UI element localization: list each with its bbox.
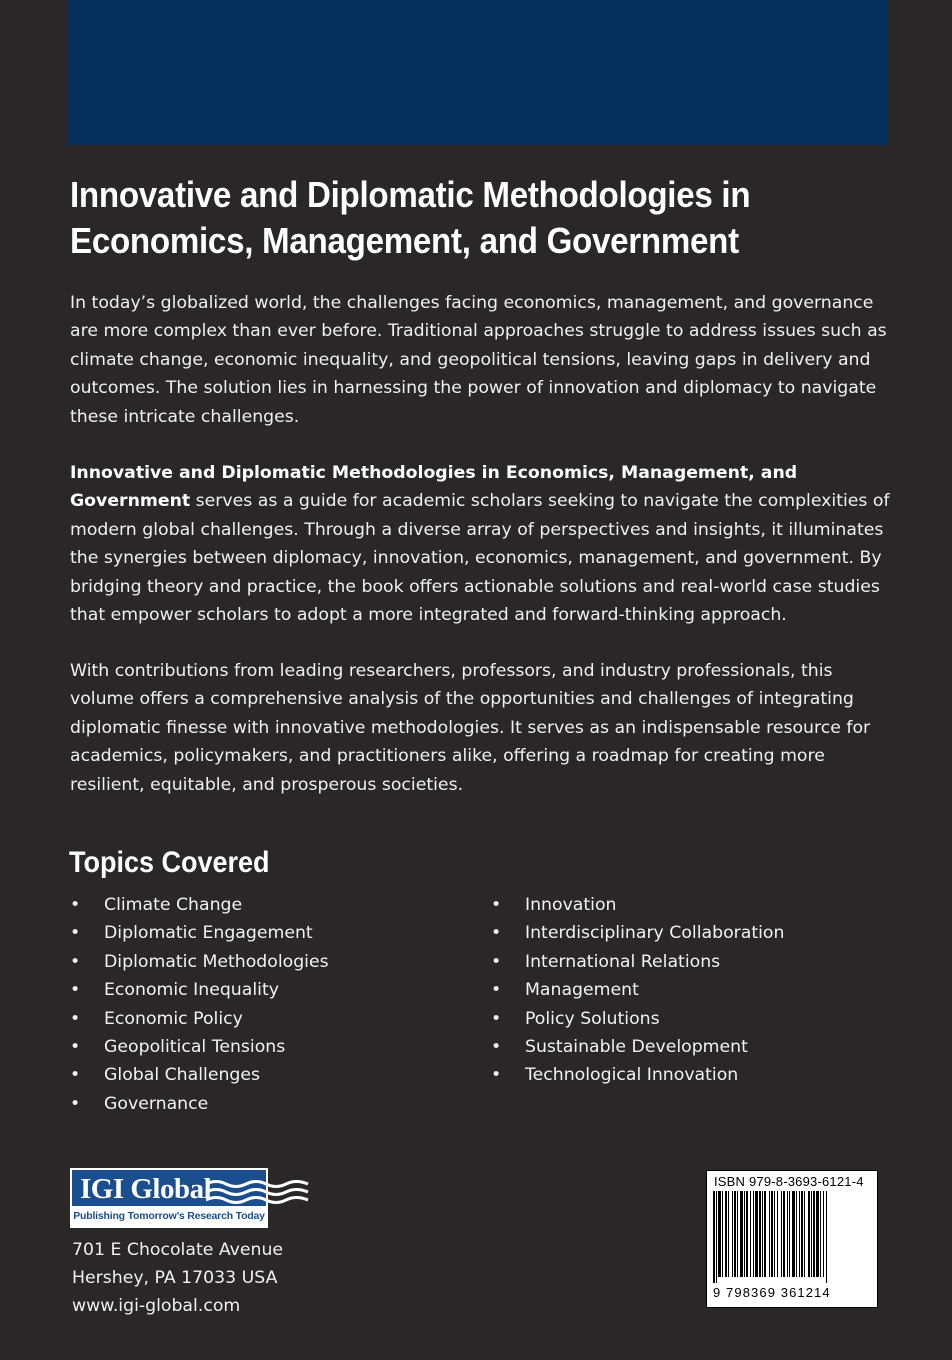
topic-item: • Economic Inequality bbox=[70, 976, 329, 1004]
bullet-icon: • bbox=[70, 1065, 81, 1086]
bullet-icon: • bbox=[491, 895, 502, 915]
bullet-icon: • bbox=[491, 1065, 502, 1086]
description-paragraph-1: In today’s globalized world, the challenges facing economics, management, and governance are more complex than ever before. Traditional approaches struggle to address issues such as climate change, economic inequality, and geopolitical tensions, leaving gaps in delivery and outcomes. The solution lies in harnessing the power of innovation and diplomacy to navigate these intricate challenges. bbox=[70, 293, 887, 427]
book-title-bold: Innovative and Diplomatic Methodologies in Economics, Management, and Government bbox=[70, 463, 798, 512]
bullet-icon: • bbox=[491, 1008, 502, 1029]
bullet-icon: • bbox=[70, 895, 81, 915]
topic-item: • Climate Change bbox=[70, 891, 329, 919]
topic-item: • International Relations bbox=[491, 948, 784, 976]
isbn-barcode bbox=[706, 1170, 878, 1308]
bullet-icon: • bbox=[70, 1008, 81, 1029]
bullet-icon: • bbox=[491, 1036, 502, 1057]
paragraph-2-text: serves as a guide for academic scholars seeking to navigate the complexities of modern global challenges. Through a diverse array of perspectives and insights, it illuminates the synergies between diplomacy, innovation, economics, management, and government. By bridging theory and practice, the book offers actionable solutions and real-world case studies that empower scholars to adopt a more integrated and forward-thinking approach. bbox=[70, 491, 890, 626]
bullet-icon: • bbox=[70, 951, 81, 972]
topics-heading: Topics Covered bbox=[69, 846, 270, 879]
logo-waves-icon bbox=[206, 1178, 310, 1212]
barcode-bars-icon bbox=[711, 1191, 873, 1283]
topic-item: • Innovation bbox=[491, 891, 784, 919]
topics-list-right bbox=[491, 891, 784, 1090]
description-paragraph-2 bbox=[70, 459, 890, 629]
bullet-icon: • bbox=[70, 980, 81, 1001]
publisher-address-line-2: Hershey, PA 17033 USA bbox=[72, 1268, 278, 1288]
top-color-band bbox=[68, 0, 888, 145]
topic-item: • Global Challenges bbox=[70, 1061, 329, 1089]
topic-item: • Diplomatic Engagement bbox=[70, 919, 329, 947]
bullet-icon: • bbox=[491, 951, 502, 972]
publisher-address-line-1: 701 E Chocolate Avenue bbox=[72, 1240, 284, 1260]
topic-item: • Interdisciplinary Collaboration bbox=[491, 919, 784, 947]
isbn-label: ISBN 979-8-3693-6121-4 bbox=[714, 1174, 864, 1189]
topic-item: • Technological Innovation bbox=[491, 1061, 784, 1089]
topic-item: • Management bbox=[491, 976, 784, 1004]
logo-tagline: Publishing Tomorrow’s Research Today bbox=[72, 1206, 266, 1226]
logo-name: IGI Global bbox=[80, 1173, 212, 1205]
book-title: Innovative and Diplomatic Methodologies in Economics, Management, and Government bbox=[70, 174, 751, 261]
bullet-icon: • bbox=[491, 980, 502, 1001]
topic-item: • Policy Solutions bbox=[491, 1005, 784, 1033]
bullet-icon: • bbox=[70, 923, 81, 944]
topic-item: • Geopolitical Tensions bbox=[70, 1033, 329, 1061]
topic-item: • Sustainable Development bbox=[491, 1033, 784, 1061]
publisher-website: www.igi-global.com bbox=[72, 1296, 241, 1316]
description-paragraph-3: With contributions from leading researchers, professors, and industry professionals, this volume offers a comprehensive analysis of the opportunities and challenges of integrating diplomatic finesse with innovative methodologies. It serves as an indispensable resource for academics, policymakers, and practitioners alike, offering a roadmap for creating more resilient, equitable, and prosperous societies. bbox=[70, 661, 871, 795]
bullet-icon: • bbox=[491, 923, 502, 944]
topic-item: • Governance bbox=[70, 1090, 329, 1118]
bullet-icon: • bbox=[70, 1093, 81, 1114]
barcode-digits: 9 798369 361214 bbox=[713, 1285, 831, 1300]
topics-list-left bbox=[70, 891, 329, 1118]
topic-item: • Economic Policy bbox=[70, 1005, 329, 1033]
bullet-icon: • bbox=[70, 1036, 81, 1057]
topic-item: • Diplomatic Methodologies bbox=[70, 948, 329, 976]
